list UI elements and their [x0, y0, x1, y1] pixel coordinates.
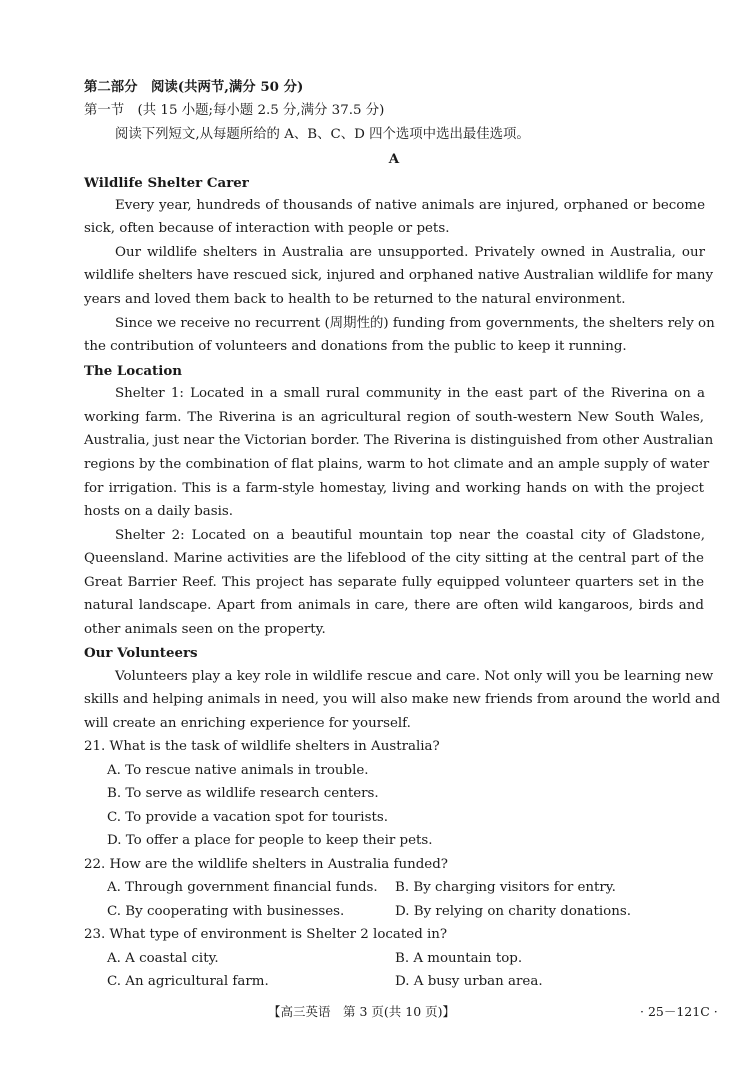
p4-line-1: Shelter 1: Located in a small rural community in the east part of the Riverina on a: [115, 386, 705, 401]
exam-code: · 25－121C ·: [640, 1004, 718, 1019]
question-21-option-a: A. To rescue native animals in trouble.: [107, 763, 369, 778]
question-21-option-c: C. To provide a vacation spot for tourists.: [107, 810, 388, 825]
p6-line-1: Volunteers play a key role in wildlife rescue and care. Not only will you be learning new: [115, 669, 714, 684]
question-23-option-a: A. A coastal city.: [107, 951, 219, 966]
p4-line-3: Australia, just near the Victorian border. The Riverina is distinguished from other Australian: [84, 433, 714, 448]
question-22-option-b: B. By charging visitors for entry.: [395, 880, 616, 895]
p5-line-1: Shelter 2: Located on a beautiful mountain top near the coastal city of Gladstone,: [115, 528, 705, 543]
p2-line-1: Our wildlife shelters in Australia are unsupported. Privately owned in Australia, our: [115, 245, 705, 260]
article-title: Wildlife Shelter Carer: [84, 175, 249, 191]
passage-letter: A: [388, 151, 400, 167]
p5-line-4: natural landscape. Apart from animals in care, there are often wild kangaroos, birds and: [84, 598, 704, 613]
part-heading: 第二部分 阅读(共两节,满分 50 分): [84, 79, 304, 95]
p2-line-3: years and loved them back to health to be returned to the natural environment.: [84, 292, 626, 307]
p1-line-2: sick, often because of interaction with people or pets.: [84, 221, 450, 236]
volunteers-heading: Our Volunteers: [84, 645, 198, 661]
p6-line-2: skills and helping animals in need, you will also make new friends from around the world and: [84, 692, 721, 707]
question-22-option-d: D. By relying on charity donations.: [395, 904, 631, 919]
page-number-label: 【高三英语 第 3 页(共 10 页)】: [268, 1004, 456, 1019]
question-23-option-c: C. An agricultural farm.: [107, 974, 269, 989]
question-23-stem: 23. What type of environment is Shelter 2 located in?: [84, 927, 448, 942]
p6-line-3: will create an enriching experience for yourself.: [84, 716, 411, 731]
p3-line-2: the contribution of volunteers and donations from the public to keep it running.: [84, 339, 627, 354]
question-21-stem: 21. What is the task of wildlife shelters in Australia?: [84, 739, 440, 754]
section-heading: 第一节 (共 15 小题;每小题 2.5 分,满分 37.5 分): [84, 103, 385, 118]
p4-line-6: hosts on a daily basis.: [84, 504, 234, 519]
p1-line-1: Every year, hundreds of thousands of native animals are injured, orphaned or become: [115, 198, 705, 213]
p3-line-1: Since we receive no recurrent (周期性的) funding from governments, the shelters rely on: [115, 316, 715, 331]
p4-line-5: for irrigation. This is a farm-style homestay, living and working hands on with the project: [84, 481, 704, 496]
p5-line-5: other animals seen on the property.: [84, 622, 326, 637]
question-23-option-d: D. A busy urban area.: [395, 974, 543, 989]
p5-line-2: Queensland. Marine activities are the lifeblood of the city sitting at the central part of the: [84, 551, 704, 566]
p2-line-2: wildlife shelters have rescued sick, injured and orphaned native Australian wildlife for many: [84, 268, 714, 283]
p4-line-2: working farm. The Riverina is an agricultural region of south-western New South Wales,: [84, 410, 704, 425]
question-23-option-b: B. A mountain top.: [395, 951, 523, 966]
p5-line-3: Great Barrier Reef. This project has separate fully equipped volunteer quarters set in the: [84, 575, 704, 590]
question-21-option-d: D. To offer a place for people to keep their pets.: [107, 833, 433, 848]
question-22-option-c: C. By cooperating with businesses.: [107, 904, 345, 919]
question-22-option-a: A. Through government financial funds.: [107, 880, 378, 895]
question-22-stem: 22. How are the wildlife shelters in Australia funded?: [84, 857, 448, 872]
question-21-option-b: B. To serve as wildlife research centers.: [107, 786, 379, 801]
instruction: 阅读下列短文,从每题所给的 A、B、C、D 四个选项中选出最佳选项。: [115, 127, 530, 142]
p4-line-4: regions by the combination of flat plains, warm to hot climate and an ample supply of water: [84, 457, 710, 472]
location-heading: The Location: [84, 363, 182, 379]
